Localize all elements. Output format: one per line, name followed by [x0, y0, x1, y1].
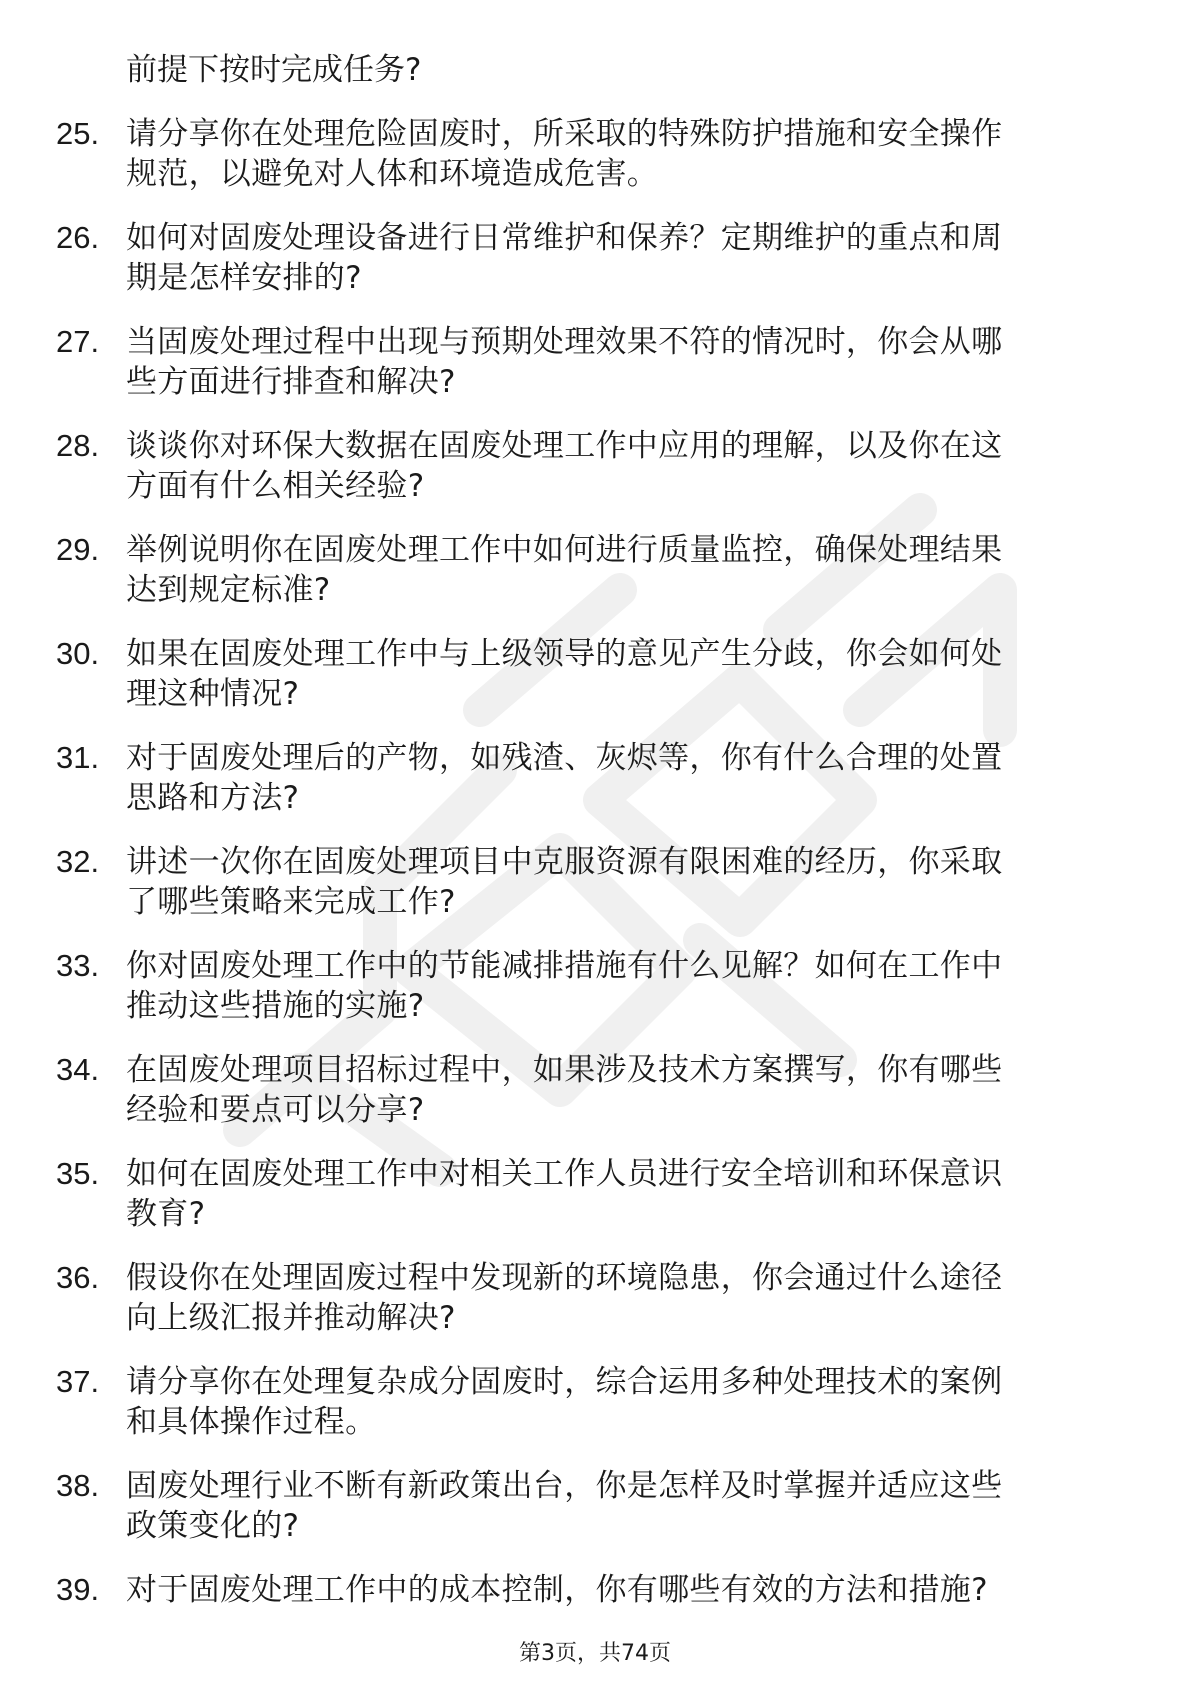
- list-item: [56, 1362, 1116, 1442]
- list-item: [56, 114, 1116, 194]
- question-number: 29.: [56, 532, 100, 567]
- question-text-line: 经验和要点可以分享?: [126, 1092, 425, 1128]
- question-text: [126, 1050, 1116, 1130]
- question-number: 38.: [56, 1468, 100, 1503]
- question-text-line: 些方面进行排查和解决?: [126, 364, 456, 400]
- question-text-line: 了哪些策略来完成工作?: [126, 884, 456, 920]
- question-text: [126, 634, 1116, 714]
- question-text-line: 和具体操作过程。: [126, 1404, 377, 1440]
- question-number: 32.: [56, 844, 100, 879]
- question-text-line: 假设你在处理固废过程中发现新的环境隐患，你会通过什么途径: [126, 1260, 1003, 1296]
- continuation-line: 前提下按时完成任务?: [126, 52, 422, 88]
- question-number: 35.: [56, 1156, 100, 1191]
- question-text-line: 你对固废处理工作中的节能减排措施有什么见解？如何在工作中: [126, 948, 1003, 984]
- question-number: 34.: [56, 1052, 100, 1087]
- question-text: [126, 530, 1116, 610]
- question-number: 36.: [56, 1260, 100, 1295]
- question-number: 27.: [56, 324, 100, 359]
- question-text: [126, 738, 1116, 818]
- question-text-line: 推动这些措施的实施?: [126, 988, 425, 1024]
- list-item: [56, 946, 1116, 1026]
- question-text-line: 请分享你在处理危险固废时，所采取的特殊防护措施和安全操作: [126, 116, 1003, 152]
- question-text-line: 教育?: [126, 1196, 206, 1232]
- question-number: 28.: [56, 428, 100, 463]
- question-text-line: 期是怎样安排的?: [126, 260, 362, 296]
- question-text-line: 方面有什么相关经验?: [126, 468, 425, 504]
- question-text-line: 请分享你在处理复杂成分固废时，综合运用多种处理技术的案例: [126, 1364, 1003, 1400]
- question-text-line: 讲述一次你在固废处理项目中克服资源有限困难的经历，你采取: [126, 844, 1003, 880]
- question-text: [126, 946, 1116, 1026]
- question-text-line: 固废处理行业不断有新政策出台，你是怎样及时掌握并适应这些: [126, 1468, 1003, 1504]
- list-item: [56, 1154, 1116, 1234]
- question-text-line: 思路和方法?: [126, 780, 300, 816]
- question-number: 25.: [56, 116, 100, 151]
- list-item: [56, 1050, 1116, 1130]
- question-text: [126, 218, 1116, 298]
- list-item: [56, 1570, 1116, 1610]
- question-text-line: 理这种情况?: [126, 676, 300, 712]
- question-text-line: 政策变化的?: [126, 1508, 300, 1544]
- question-number: 26.: [56, 220, 100, 255]
- list-item: [56, 322, 1116, 402]
- question-text: [126, 1154, 1116, 1234]
- question-text: [126, 114, 1116, 194]
- question-text-line: 如何对固废处理设备进行日常维护和保养？定期维护的重点和周: [126, 220, 1003, 256]
- question-text-line: 向上级汇报并推动解决?: [126, 1300, 456, 1336]
- question-list: [56, 50, 1116, 1634]
- question-text-line: 举例说明你在固废处理工作中如何进行质量监控，确保处理结果: [126, 532, 1003, 568]
- list-item: [56, 530, 1116, 610]
- question-text: [126, 1362, 1116, 1442]
- question-number: 30.: [56, 636, 100, 671]
- question-text: [126, 842, 1116, 922]
- question-text-line: 当固废处理过程中出现与预期处理效果不符的情况时，你会从哪: [126, 324, 1003, 360]
- question-text-line: 谈谈你对环保大数据在固废处理工作中应用的理解，以及你在这: [126, 428, 1003, 464]
- question-text: [126, 1466, 1116, 1546]
- list-item: [56, 1258, 1116, 1338]
- question-text: [126, 426, 1116, 506]
- question-number: 33.: [56, 948, 100, 983]
- question-number: 39.: [56, 1572, 100, 1607]
- question-text-line: 如何在固废处理工作中对相关工作人员进行安全培训和环保意识: [126, 1156, 1003, 1192]
- list-item: [56, 738, 1116, 818]
- question-number: 37.: [56, 1364, 100, 1399]
- question-text-line: 对于固废处理后的产物，如残渣、灰烬等，你有什么合理的处置: [126, 740, 1003, 776]
- question-text-line: 在固废处理项目招标过程中，如果涉及技术方案撰写，你有哪些: [126, 1052, 1003, 1088]
- list-item: [56, 842, 1116, 922]
- question-text-line: 如果在固废处理工作中与上级领导的意见产生分歧，你会如何处: [126, 636, 1003, 672]
- question-text: [126, 322, 1116, 402]
- list-item: [56, 218, 1116, 298]
- question-text: [126, 1570, 1116, 1610]
- question-text-line: 达到规定标准?: [126, 572, 331, 608]
- list-item: [56, 1466, 1116, 1546]
- question-text-line: 对于固废处理工作中的成本控制，你有哪些有效的方法和措施?: [126, 1572, 988, 1608]
- question-text: [126, 1258, 1116, 1338]
- list-item: [56, 426, 1116, 506]
- question-number: 31.: [56, 740, 100, 775]
- list-item: [56, 634, 1116, 714]
- question-text-line: 规范，以避免对人体和环境造成危害。: [126, 156, 659, 192]
- page-footer: 第3页，共74页: [519, 1641, 671, 1666]
- questions-container: [56, 114, 1116, 1610]
